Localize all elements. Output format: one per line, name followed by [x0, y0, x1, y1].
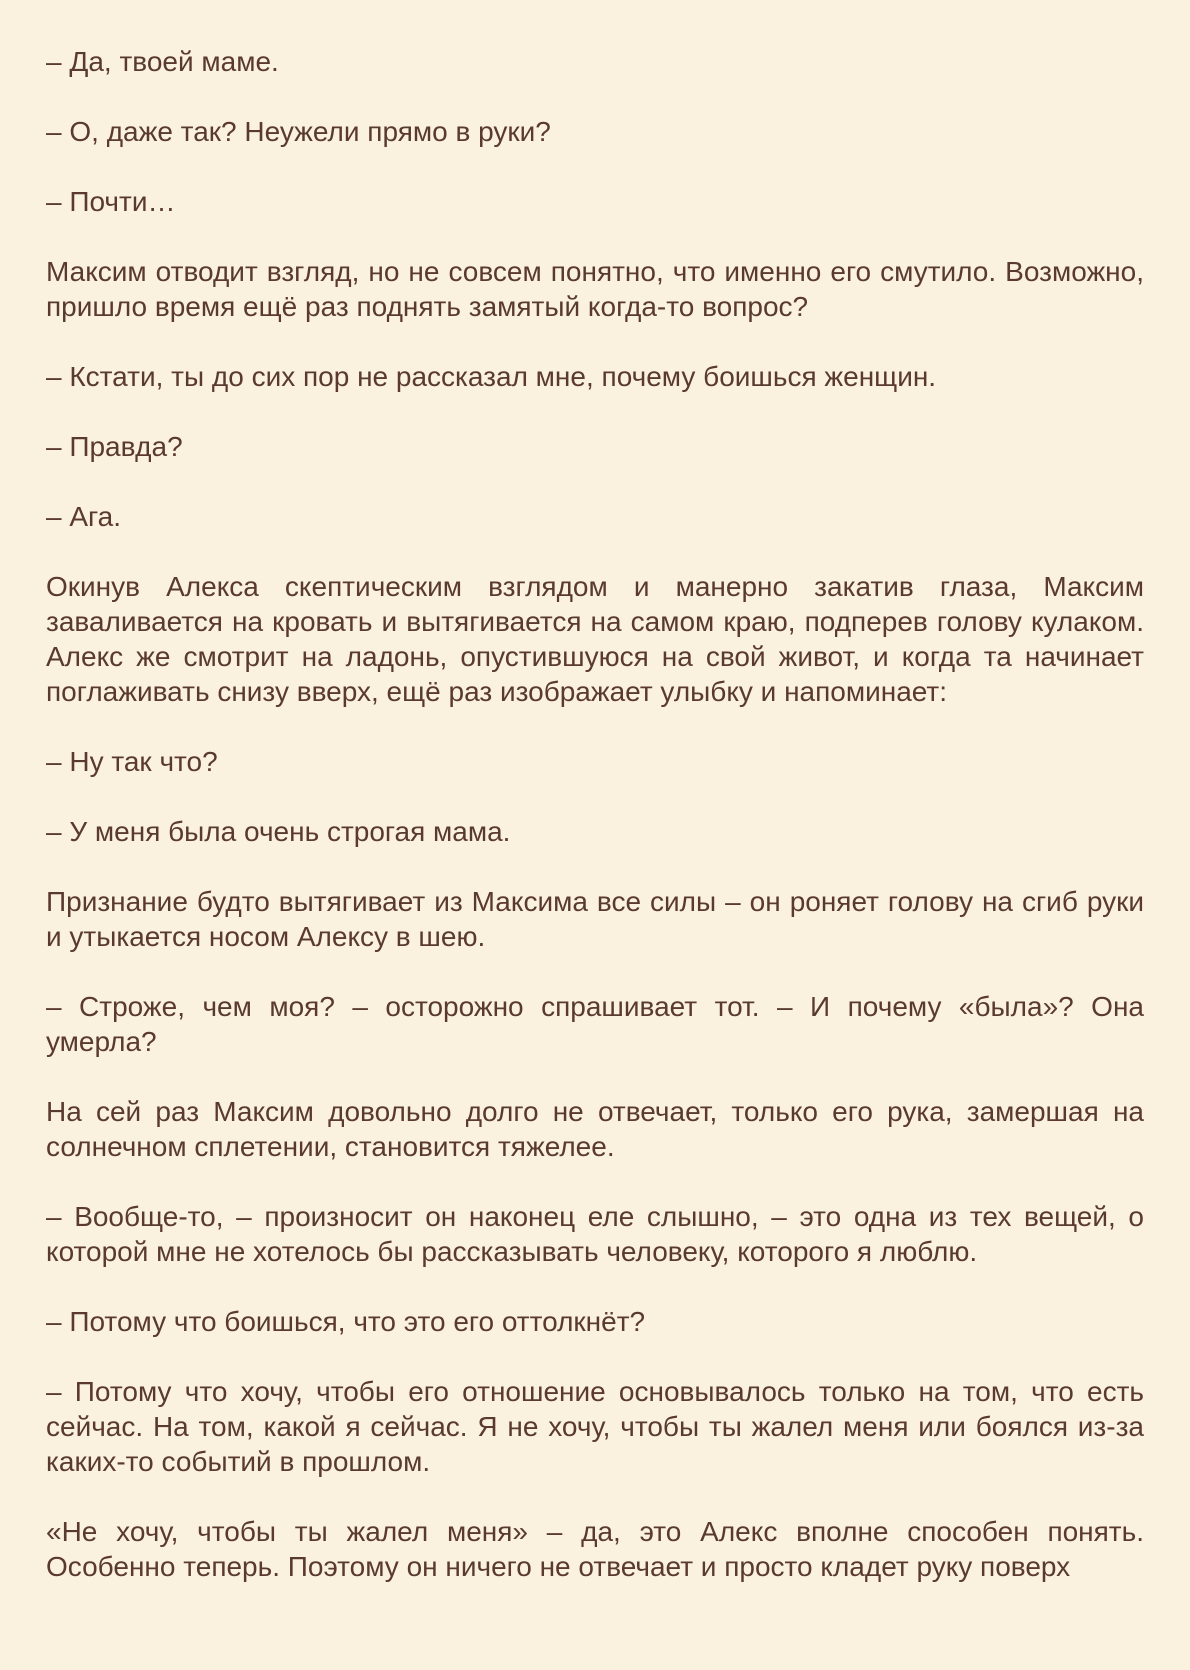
- paragraph: – Ну так что?: [46, 746, 218, 777]
- paragraph: – Потому что хочу, чтобы его отношение основывалось только на том, что есть сейчас. На том, какой я сейчас. Я не хочу, чтобы ты жалел меня или боялся из-за каких-то событий в прошлом.: [46, 1376, 1144, 1477]
- paragraph: – Строже, чем моя? – осторожно спрашивает тот. – И почему «была»? Она умерла?: [46, 991, 1144, 1057]
- paragraph: – Ага.: [46, 501, 121, 532]
- paragraph: На сей раз Максим довольно долго не отвечает, только его рука, замершая на солнечном сплетении, становится тяжелее.: [46, 1096, 1144, 1162]
- paragraph: Окинув Алекса скептическим взглядом и манерно закатив глаза, Максим заваливается на кровать и вытягивается на самом краю, подперев голову кулаком. Алекс же смотрит на ладонь, опустившуюся на свой живот, и когда та начинает поглаживать снизу вверх, ещё раз изображает улыбку и напоминает:: [46, 571, 1144, 707]
- paragraph: «Не хочу, чтобы ты жалел меня» – да, это Алекс вполне способен понять. Особенно теперь. Поэтому он ничего не отвечает и просто кладет руку поверх: [46, 1516, 1144, 1582]
- paragraph: – Почти…: [46, 186, 176, 217]
- paragraph: Признание будто вытягивает из Максима все силы – он роняет голову на сгиб руки и утыкается носом Алексу в шею.: [46, 886, 1144, 952]
- paragraph: – Потому что боишься, что это его оттолкнёт?: [46, 1306, 646, 1337]
- paragraph: – Правда?: [46, 431, 183, 462]
- paragraph: – У меня была очень строгая мама.: [46, 816, 511, 847]
- paragraph: – Вообще-то, – произносит он наконец еле слышно, – это одна из тех вещей, о которой мне не хотелось бы рассказывать человеку, которого я люблю.: [46, 1201, 1144, 1267]
- paragraph: – О, даже так? Неужели прямо в руки?: [46, 116, 551, 147]
- paragraph: – Кстати, ты до сих пор не рассказал мне, почему боишься женщин.: [46, 361, 937, 392]
- paragraph: Максим отводит взгляд, но не совсем понятно, что именно его смутило. Возможно, пришло время ещё раз поднять замятый когда-то вопрос?: [46, 256, 1144, 322]
- paragraph: – Да, твоей маме.: [46, 46, 279, 77]
